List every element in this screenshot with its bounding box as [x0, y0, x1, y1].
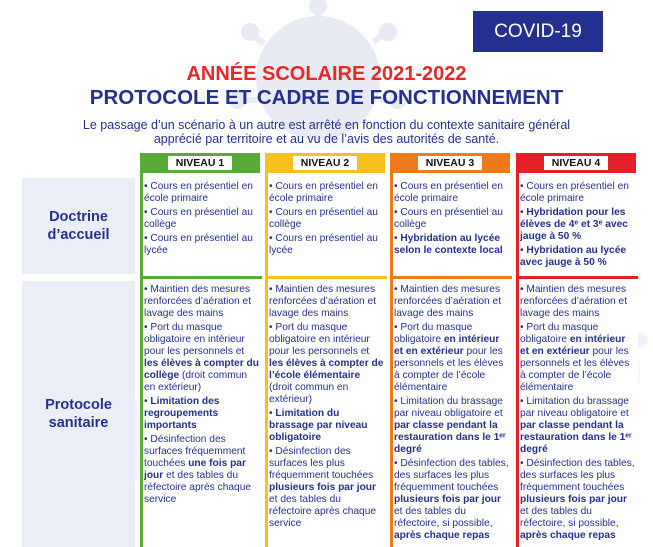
protocole-level-2-cell — [265, 281, 387, 547]
bullet-text: • Maintien des mesures renforcées d’aération et lavage des mains — [144, 284, 252, 319]
bullet-text-bold: une fois par jour — [144, 458, 246, 481]
bullet-item — [269, 322, 384, 406]
bullet-text-bold: les élèves à compter du collège — [144, 358, 259, 381]
bullet-text: • Désinfection des surfaces les plus fréquemment touchées — [269, 446, 374, 481]
protocole-level-3-cell — [390, 281, 512, 547]
bullet-item — [269, 446, 384, 530]
doctrine-level-4-cell — [516, 178, 638, 274]
bullet-text: et des tables du réfectoire après chaque service — [269, 494, 377, 529]
bullet-text: • Désinfection des tables, des surfaces les plus fréquemment touchées — [394, 458, 509, 493]
bullet-text: • Port du masque obligatoire — [520, 322, 599, 345]
bullet-text: • Port du masque obligatoire en intérieur pour les personnels et — [269, 322, 370, 357]
bullet-item — [520, 207, 635, 243]
bullet-text: • Cours en présentiel en école primaire — [269, 181, 378, 204]
protocole-level-4-cell — [516, 281, 638, 547]
bullet-text: • Cours en présentiel au collège — [269, 207, 378, 230]
level-2-header — [265, 153, 385, 173]
bullet-item — [144, 434, 259, 506]
level-2-column-border — [265, 173, 268, 547]
bullet-text: • Désinfection des surfaces fréquemment touchées — [144, 434, 246, 469]
bullet-text-bold: en intérieur et en extérieur — [520, 334, 626, 357]
bullet-text: • Désinfection des tables, des surfaces les plus fréquemment touchées — [520, 458, 635, 493]
subtitle-line-2: apprécié par territoire et au vu de l’avis des autorités de santé. — [153, 132, 500, 146]
bullet-item — [520, 245, 635, 269]
bullet-text: pour les personnels et les élèves à compter de l’école élémentaire — [520, 346, 630, 393]
bullet-item — [269, 233, 384, 257]
bullet-text-bold: Limitation du brassage par niveau obligatoire — [269, 408, 368, 443]
covid-badge: COVID-19 — [473, 11, 603, 52]
bullet-text: • Maintien des mesures renforcées d’aération et lavage des mains — [394, 284, 502, 319]
bullet-text-bold: en intérieur et en extérieur — [394, 334, 500, 357]
bullet-text: • Port du masque obligatoire en intérieur pour les personnels et — [144, 322, 245, 357]
bullet-text: • Limitation du brassage par niveau obligatoire et — [520, 396, 629, 419]
bullet-item — [520, 396, 635, 456]
level-3-column-border — [390, 173, 393, 547]
bullet-item — [520, 458, 635, 542]
doctrine-level-2-cell — [265, 178, 387, 274]
bullet-text: • Cours en présentiel au lycée — [269, 233, 378, 256]
subtitle-line-1: Le passage d’un scénario à un autre est arrêté en fonction du contexte sanitaire général — [82, 118, 571, 132]
bullet-item — [144, 322, 259, 394]
level-4-label: NIVEAU 4 — [544, 156, 608, 170]
bullet-text: pour les personnels et les élèves à compter de l’école élémentaire — [394, 346, 504, 393]
bullet-text: • Cours en présentiel en école primaire — [520, 181, 629, 204]
page-title-protocol: PROTOCOLE ET CADRE DE FONCTIONNEMENT — [89, 86, 564, 109]
bullet-text-bold: les élèves à compter de l’école élémentaire — [269, 358, 384, 381]
bullet-text-bold: Hybridation au lycée selon le contexte local — [394, 233, 503, 256]
bullet-text: (droit commun en extérieur) — [144, 370, 248, 393]
bullet-item — [269, 181, 384, 205]
bullet-text-bold: Hybridation au lycée avec jauge à 50 % — [520, 245, 627, 268]
bullet-item — [520, 181, 635, 205]
bullet-text: (droit commun en extérieur) — [269, 382, 349, 405]
row-header-protocole — [22, 281, 135, 547]
page-title-year: ANNÉE SCOLAIRE 2021-2022 — [186, 63, 467, 85]
level-4-header — [516, 153, 636, 173]
bullet-text-bold: par classe pendant la restauration dans le 1ᵉʳ degré — [394, 420, 506, 455]
level-1-header — [140, 153, 260, 173]
bullet-item — [520, 322, 635, 394]
level-4-row-separator — [516, 276, 638, 279]
bullet-text: • — [144, 396, 151, 407]
bullet-item — [269, 284, 384, 320]
bullet-text-bold: plusieurs fois par jour — [520, 494, 627, 505]
bullet-text-bold: plusieurs fois par jour — [394, 494, 501, 505]
bullet-text-bold: Hybridation pour les élèves de 4ᵉ et 3ᵉ avec jauge à 50 % — [520, 207, 628, 242]
bullet-item — [394, 233, 509, 257]
bullet-item — [394, 396, 509, 456]
bullet-item — [394, 207, 509, 231]
bullet-item — [394, 322, 509, 394]
doctrine-level-3-cell — [390, 178, 512, 274]
bullet-text: • Maintien des mesures renforcées d’aération et lavage des mains — [269, 284, 377, 319]
row-header-doctrine-line-2: d’accueil — [47, 227, 110, 243]
bullet-text: • Cours en présentiel au collège — [394, 207, 503, 230]
row-header-protocole-line-2: sanitaire — [48, 415, 109, 431]
bullet-item — [269, 408, 384, 444]
bullet-text: • — [394, 233, 401, 244]
protocole-level-1-cell — [140, 281, 262, 547]
subtitle — [0, 118, 653, 146]
level-1-row-separator — [140, 276, 262, 279]
bullet-item — [144, 396, 259, 432]
level-3-header — [390, 153, 510, 173]
bullet-text-bold: après chaque repas — [394, 530, 490, 541]
bullet-item — [144, 181, 259, 205]
bullet-item — [144, 284, 259, 320]
bullet-text: • Limitation du brassage par niveau obligatoire et — [394, 396, 503, 419]
bullet-text: • Maintien des mesures renforcées d’aération et lavage des mains — [520, 284, 628, 319]
level-1-column-border — [140, 173, 143, 547]
bullet-item — [269, 207, 384, 231]
row-header-doctrine-line-1: Doctrine — [49, 209, 108, 225]
bullet-item — [394, 181, 509, 205]
doctrine-level-1-cell — [140, 178, 262, 274]
bullet-item — [394, 284, 509, 320]
bullet-text: et des tables du réfectoire, si possible, — [520, 506, 619, 529]
row-header-doctrine — [22, 178, 135, 274]
level-3-label: NIVEAU 3 — [418, 156, 482, 170]
bullet-text-bold: Limitation des regroupements importants — [144, 396, 220, 431]
level-4-column-border — [516, 173, 519, 547]
bullet-text: • — [520, 245, 527, 256]
bullet-text: • Cours en présentiel en école primaire — [144, 181, 253, 204]
bullet-text-bold: après chaque repas — [520, 530, 616, 541]
bullet-item — [394, 458, 509, 542]
level-3-row-separator — [390, 276, 512, 279]
bullet-text: • — [269, 408, 276, 419]
level-2-row-separator — [265, 276, 387, 279]
bullet-text: • Cours en présentiel en école primaire — [394, 181, 503, 204]
level-1-label: NIVEAU 1 — [168, 156, 232, 170]
bullet-text: et des tables du réfectoire, si possible, — [394, 506, 493, 529]
bullet-item — [144, 233, 259, 257]
bullet-text-bold: par classe pendant la restauration dans le 1ᵉʳ degré — [520, 420, 632, 455]
bullet-text-bold: plusieurs fois par jour — [269, 482, 376, 493]
bullet-item — [520, 284, 635, 320]
bullet-text: et des tables du réfectoire après chaque service — [144, 470, 252, 505]
bullet-text: • Cours en présentiel au collège — [144, 207, 253, 230]
bullet-text: • Cours en présentiel au lycée — [144, 233, 253, 256]
bullet-item — [144, 207, 259, 231]
bullet-text: • — [520, 207, 527, 218]
level-2-label: NIVEAU 2 — [293, 156, 357, 170]
bullet-text: • Port du masque obligatoire — [394, 322, 473, 345]
row-header-protocole-line-1: Protocole — [45, 397, 112, 413]
